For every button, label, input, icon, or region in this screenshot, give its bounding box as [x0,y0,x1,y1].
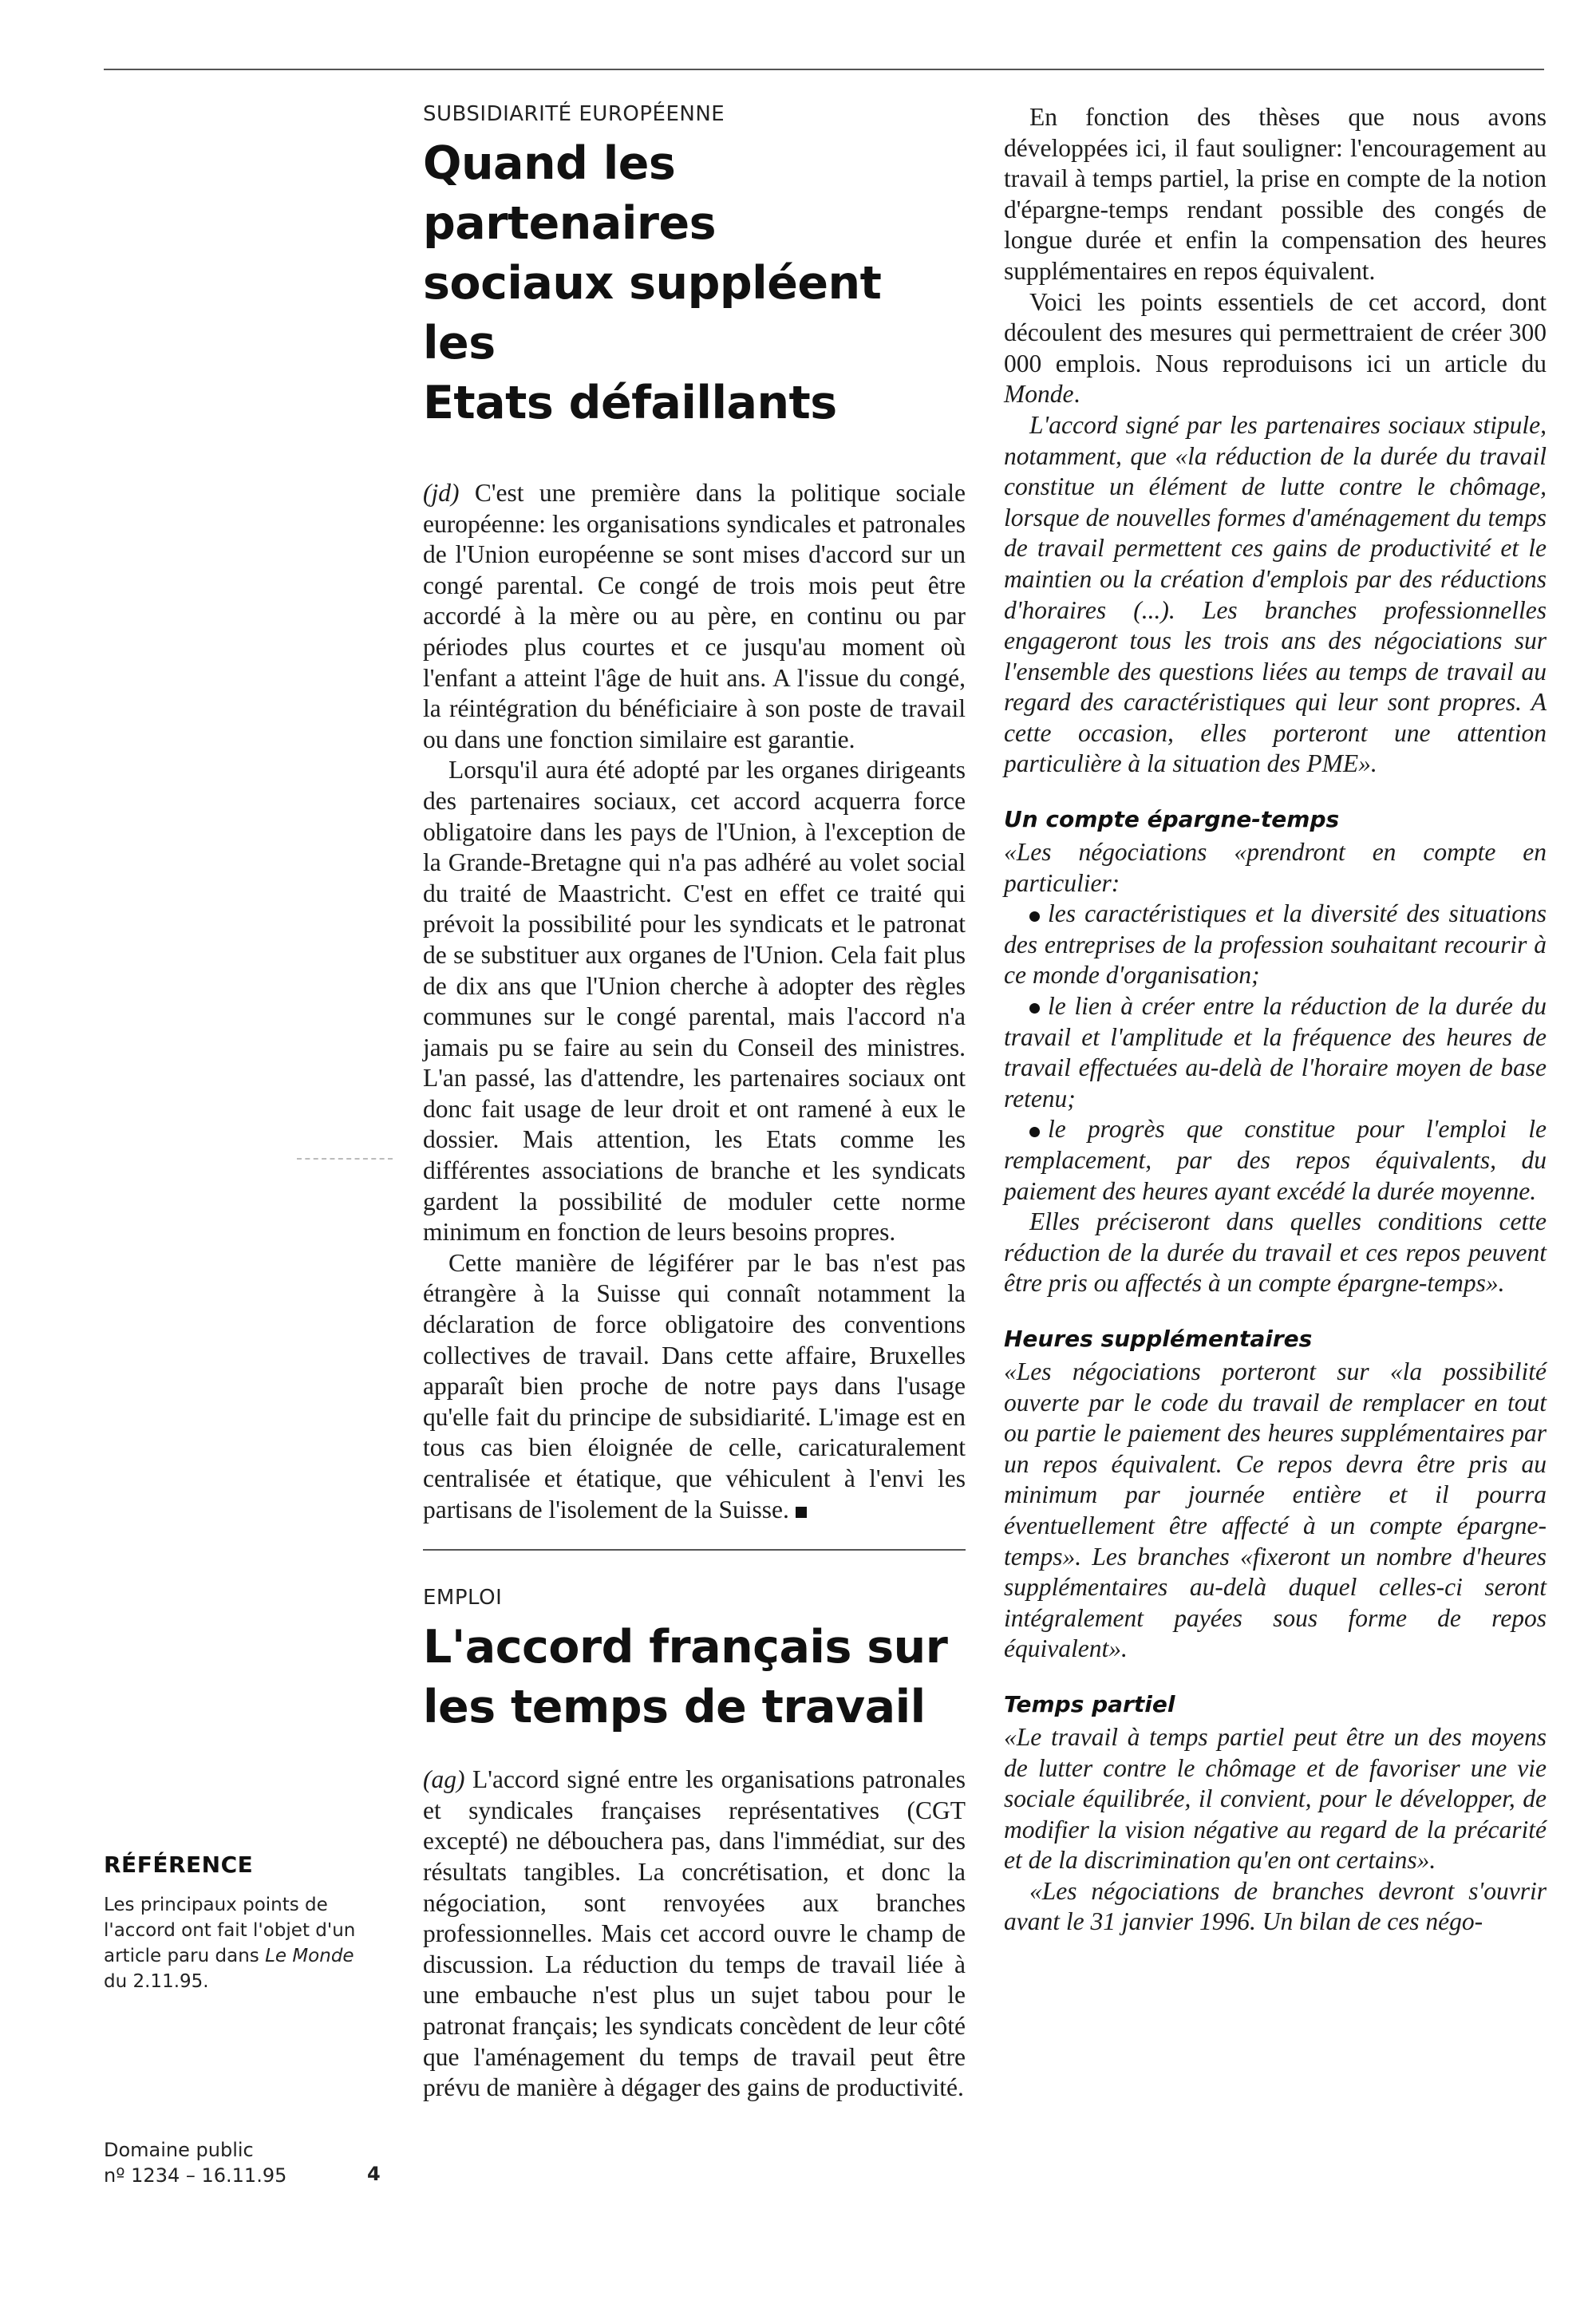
article1-headline [423,134,966,433]
section-divider [423,1549,966,1551]
article1-paragraph [423,478,966,755]
article1-paragraph: Lorsqu'il aura été adopté par les organes dirigeants des partenaires sociaux, cet accord acquerra force obligatoire dans les pays de l'Union, à l'exception de la Grande-Bretagne qui n'a pas adhéré au volet social du traité de Maastricht. C'est en effet ce traité qui prévoit la possibilité pour les syndicats et le patronat de se substituer aux organes de l'Union. Cela fait plus de dix ans que l'Union cherche à adopter des règles communes sur le congé parental, mais l'accord n'a jamais pu se faire au sein du Conseil des ministres. L'an passé, las d'attendre, les partenaires sociaux ont donc fait usage de leur droit et ont ramené à eux le dossier. Mais attention, les Etats comme les différentes associations de branche et les syndicats gardent la possibilité de moduler cette norme minimum en fonction de leurs besoins propres. [423,756,966,1247]
article2-headline [423,1618,966,1737]
headline-line: L'accord français sur [423,1621,948,1674]
bullet-text: le lien à créer entre la réduction de la durée du travail et l'amplitude et la fréquence des heures de travail effectuées au-delà de l'horaire moyen de base retenu; [1004,992,1547,1112]
author-initials: (ag) [423,1765,465,1794]
bullet-text: les caractéristiques et la diversité des situations des entreprises de la profession souhaitant recourir à ce monde d'organisation; [1004,899,1547,990]
bullet-icon [1029,1127,1040,1137]
paragraph-text: L'accord signé entre les organisations patronales et syndicales françaises représentatives (CGT excepté) ne débouchera pas, dans l'immédiat, sur des résultats tangibles. La concrétisation, et donc la négociation, sont renvoyées aux branches professionnelles. Mais cet accord ouvre le champ de discussion. La réduction du temps de travail liée à une embauche n'est plus un sujet tabou pour le patronat français; les syndicats concèdent de leur côté que l'aménagement du temps de travail peut être prévu de manière à dégager des gains de productivité. [423,1765,966,2102]
reference-text-part: du 2.11.95. [104,1971,209,1992]
issue-number: nº 1234 – 16.11.95 [104,2164,287,2187]
reference-text-part: Les principaux points de l'accord ont fait l'objet d'un article paru dans [104,1895,356,1966]
subhead-compte-epargne-temps: Un compte épargne-temps [1004,806,1340,833]
reference-sidebar [104,1851,359,1994]
section-intro: «Les négociations «prendront en compte en particulier: [1004,838,1547,897]
headline-line: sociaux suppléent les [423,257,882,370]
article2-paragraph [1004,287,1547,410]
bullet-item [1004,1114,1547,1207]
article2-kicker: EMPLOI [423,1586,503,1610]
bullet-item [1004,899,1547,991]
headline-line: Quand les partenaires [423,137,717,250]
source-name: Monde [1004,380,1074,409]
article2-paragraph: En fonction des thèses que nous avons développées ici, il faut souligner: l'encouragement au travail à temps partiel, la prise en compte de la notion d'épargne-temps rendant possible des congés de longue durée et enfin la compensation des heures supplémentaires en repos équivalent. [1004,103,1547,285]
end-of-article-mark [796,1507,807,1518]
bullet-item [1004,991,1547,1114]
paragraph-text: C'est une première dans la politique sociale européenne: les organisations syndicales et patronales de l'Union européenne se sont mises d'accord sur un congé parental. Ce congé de trois mois peut être accordé à la mère ou au père, en continu ou par périodes plus courtes et ce jusqu'au moment où l'enfant a atteint l'âge de huit ans. A l'issue du congé, la réintégration du bénéficiaire à son poste de travail ou dans une fonction similaire est garantie. [423,479,966,753]
article2-lead-paragraph [423,1765,966,2104]
bullet-text: le progrès que constitue pour l'emploi le remplacement, par des repos équivalents, du paiement des heures ayant excédé la durée moyenne. [1004,1115,1547,1205]
subhead-heures-supplementaires: Heures supplémentaires [1004,1325,1313,1352]
paragraph-text: Voici les points essentiels de cet accord, dont découlent des mesures qui permettraient de créer 300 000 emplois. Nous reproduisons ici un article du [1004,287,1547,377]
section-closing: Elles préciseront dans quelles conditions cette réduction de la durée du travail et ces repos peuvent être pris ou affectés à un compte épargne-temps». [1004,1207,1547,1298]
top-rule [104,69,1544,70]
right-column [1004,102,1547,1938]
bullet-icon [1029,911,1040,922]
bullet-icon [1029,1003,1040,1014]
article2-quote-intro: L'accord signé par les partenaires sociaux stipule, notamment, que «la réduction de la durée du travail constitue un élément de lutte contre le chômage, lorsque de nouvelles formes d'aménagement du temps de travail permettent ces gains de productivité et le maintien ou la création d'emplois par des réductions d'horaires (...). Les branches professionnelles engageront tous les trois ans des négociations sur l'ensemble des questions liées au temps de travail au regard des caractéristiques qui leur sont propres. A cette occasion, elles porteront une attention particulière à la situation des PME». [1004,410,1547,778]
headline-line: les temps de travail [423,1681,926,1734]
section-closing: «Les négociations de branches devront s'ouvrir avant le 31 janvier 1996. Un bilan de ces négo- [1004,1876,1547,1936]
margin-mark [297,1158,393,1160]
headline-line: Etats défaillants [423,377,837,429]
reference-label: RÉFÉRENCE [104,1851,254,1878]
section-text: «Le travail à temps partiel peut être un des moyens de lutter contre le chômage et de favoriser une vie sociale équilibrée, il convient, pour le développer, de modifier la vision négative au regard de la précarité et de la discrimination qu'en ont certains». [1004,1722,1547,1875]
paragraph-text: . [1073,380,1080,409]
publication-name: Domaine public [104,2139,254,2161]
paragraph-text: Cette manière de légiférer par le bas n'est pas étrangère à la Suisse qui connaît notamment la déclaration de force obligatoire des conventions collectives de travail. Dans cette affaire, Bruxelles apparaît bien proche de notre pays dans l'usage qu'elle fait du principe de subsidiarité. L'image est en tous cas bien éloignée de celle, caricaturalement centralisée et étatique, que véhiculent à l'envi les partisans de l'isolement de la Suisse. [423,1248,966,1523]
reference-text [104,1892,359,1994]
article1-paragraph [423,1248,966,1525]
subhead-temps-partiel: Temps partiel [1004,1690,1175,1717]
main-column [423,102,966,2104]
reference-source: Le Monde [265,1946,354,1966]
page-footer [104,2137,391,2188]
section-text: «Les négociations porteront sur «la possibilité ouverte par le code du travail de remplacer en tout ou partie le paiement des heures supplémentaires par un repos équivalent. Ce repos devra être pris au minimum par journée entière et il pourra éventuellement être affecté à un compte épargne-temps». Les branches «fixeront un nombre d'heures supplémentaires au-delà duquel celles-ci seront intégralement payées sous forme de repos équivalent». [1004,1357,1547,1663]
author-initials: (jd) [423,479,460,507]
page-number: 4 [367,2163,381,2185]
article1-kicker: SUBSIDIARITÉ EUROPÉENNE [423,102,725,126]
